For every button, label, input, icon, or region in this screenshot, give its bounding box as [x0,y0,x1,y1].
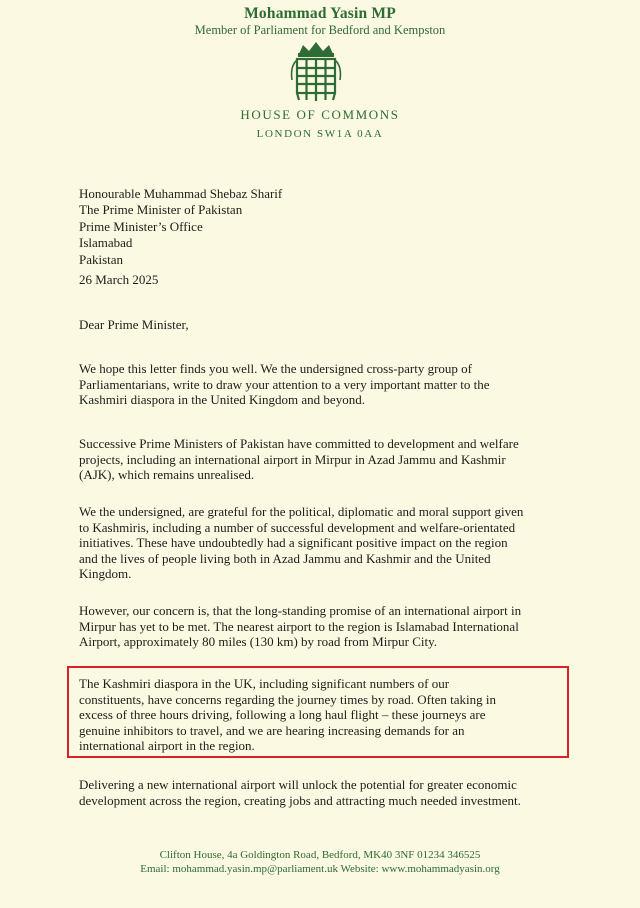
paragraph-line: However, our concern is, that the long-standing promise of an international airport in [79,603,522,618]
letter-date: 26 March 2025 [79,272,159,287]
paragraph-line: initiatives. These have undoubtedly had a significant positive impact on the region [79,535,508,551]
paragraph-line: projects, including an international airport in Mirpur in Azad Jammu and Kashmir [79,451,506,467]
recipient-line: Islamabad [79,235,133,251]
paragraph-line: Successive Prime Ministers of Pakistan have committed to development and welfare [79,436,519,451]
salutation: Dear Prime Minister, [79,317,189,332]
paragraph-line: development across the region, creating jobs and attracting much needed investment. [79,792,521,808]
recipient-line: Pakistan [79,251,124,267]
paragraph-line: Kashmiri diaspora in the United Kingdom and beyond. [79,392,365,408]
paragraph-line: excess of three hours driving, following a long haul flight – these journeys are [79,707,486,723]
paragraph-line: The Kashmiri diaspora in the UK, including significant numbers of our [79,676,450,691]
recipient-address [79,186,282,268]
paragraph-line: genuine inhibitors to travel, and we are hearing increasing demands for an [79,722,465,738]
paragraph [79,436,579,483]
mp-name: Mohammad Yasin MP [244,5,396,22]
paragraph-line: constituents, have concerns regarding the journey times by road. Often taking in [79,691,496,707]
mp-role: Member of Parliament for Bedford and Kempston [194,23,446,37]
paragraph-line: Kingdom. [79,566,132,582]
paragraph-line: Parliamentarians, write to draw your attention to a very important matter to the [79,376,490,392]
paragraph-line: Mirpur has yet to be met. The nearest airport to the region is Islamabad International [79,618,519,634]
paragraph [79,777,579,808]
portcullis-icon [287,40,345,104]
paragraph [79,361,579,408]
paragraph [79,603,579,650]
paragraph-line: We the undersigned, are grateful for the political, diplomatic and moral support given [79,504,524,519]
institution-name: HOUSE OF COMMONS [240,107,400,122]
paragraph [79,504,579,582]
recipient-line: Honourable Muhammad Shebaz Sharif [79,186,283,201]
paragraph-line: Delivering a new international airport will unlock the potential for greater economic [79,777,517,792]
institution-address: LONDON SW1A 0AA [256,128,384,140]
paragraph-line: and the lives of people living both in Azad Jammu and Kashmir and the United [79,550,491,566]
recipient-line: Prime Minister’s Office [79,218,203,234]
paragraph-line: Airport, approximately 80 miles (130 km) by road from Mirpur City. [79,634,438,650]
paragraph-line: We hope this letter finds you well. We the undersigned cross-party group of [79,361,472,376]
recipient-line: The Prime Minister of Pakistan [79,202,243,218]
paragraph-line: international airport in the region. [79,738,255,754]
footer-address: Clifton House, 4a Goldington Road, Bedford, MK40 3NF 01234 346525 [159,849,481,861]
paragraph-line: (AJK), which remains unrealised. [79,467,255,483]
footer-contact: Email: mohammad.yasin.mp@parliament.uk Website: www.mohammadyasin.org [140,863,500,875]
paragraph-line: to Kashmiris, including a number of successful development and welfare-orientated [79,519,516,535]
highlighted-paragraph [79,676,579,754]
